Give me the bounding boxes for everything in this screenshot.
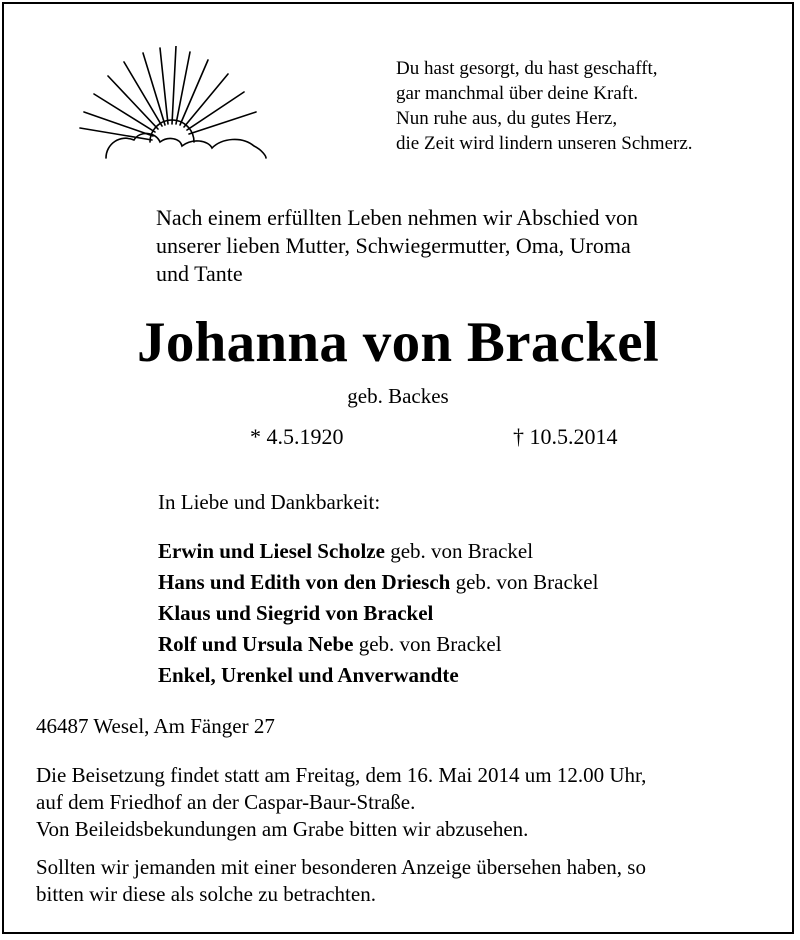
farewell-intro: [156, 204, 638, 288]
notice-line: Sollten wir jemanden mit einer besonderen Anzeige übersehen haben, so: [36, 855, 646, 879]
deceased-name: Johanna von Brackel: [137, 311, 659, 374]
mourner-suffix: geb. von Brackel: [450, 570, 599, 594]
family-address: 46487 Wesel, Am Fänger 27: [36, 714, 275, 738]
intro-line: und Tante: [156, 261, 243, 286]
obituary-notice: [2, 2, 794, 934]
closing-notice: [36, 854, 646, 908]
mourner-entry: [158, 536, 598, 567]
funeral-line: auf dem Friedhof an der Caspar-Baur-Straße.: [36, 790, 416, 814]
intro-line: Nach einem erfüllten Leben nehmen wir Abschied von: [156, 205, 639, 230]
mourner-names: Erwin und Liesel Scholze: [158, 539, 385, 563]
funeral-line: Die Beisetzung findet statt am Freitag, dem 16. Mai 2014 um 12.00 Uhr,: [36, 763, 647, 787]
poem-line: Du hast gesorgt, du hast geschafft,: [396, 58, 658, 79]
mourner-names: Enkel, Urenkel und Anverwandte: [158, 663, 459, 687]
poem-line: Nun ruhe aus, du gutes Herz,: [396, 108, 618, 129]
poem-line: die Zeit wird lindern unseren Schmerz.: [396, 133, 693, 154]
mourner-entry: [158, 629, 598, 660]
mourner-names: Klaus und Siegrid von Brackel: [158, 601, 434, 625]
mourner-names: Hans und Edith von den Driesch: [158, 570, 451, 594]
maiden-name: geb. Backes: [347, 384, 449, 408]
mourner-names: Rolf und Ursula Nebe: [158, 632, 354, 656]
poem: [396, 56, 693, 156]
death-date: † 10.5.2014: [513, 424, 618, 449]
mourner-entry: [158, 660, 598, 691]
mourners-list: [158, 536, 598, 691]
mourners-intro: In Liebe und Dankbarkeit:: [158, 490, 381, 514]
mourner-entry: [158, 567, 598, 598]
notice-line: bitten wir diese als solche zu betrachten.: [36, 882, 376, 906]
mourner-entry: [158, 598, 598, 629]
sunrise-over-clouds-icon: [76, 46, 276, 166]
mourner-suffix: geb. von Brackel: [384, 539, 534, 563]
poem-line: gar manchmal über deine Kraft.: [396, 83, 639, 104]
mourner-suffix: geb. von Brackel: [353, 632, 502, 656]
birth-date: * 4.5.1920: [250, 424, 344, 449]
funeral-details: [36, 762, 646, 843]
intro-line: unserer lieben Mutter, Schwiegermutter, Oma, Uroma: [156, 233, 631, 258]
funeral-line: Von Beileidsbekundungen am Grabe bitten wir abzusehen.: [36, 817, 529, 841]
